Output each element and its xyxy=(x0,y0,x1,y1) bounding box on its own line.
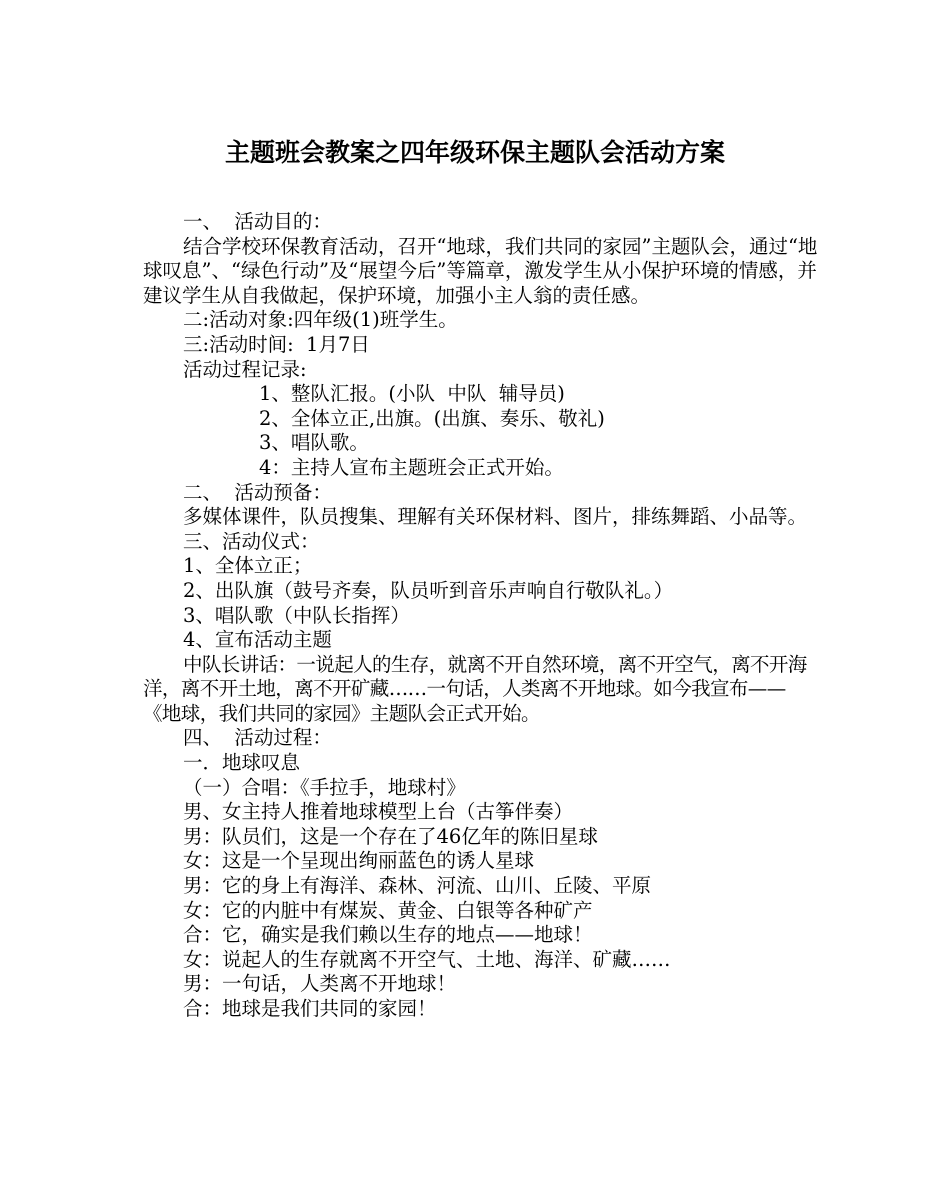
list-item: 1、全体立正； xyxy=(183,554,313,578)
paragraph-preparation: 多媒体课件，队员搜集、理解有关环保材料、图片，排练舞蹈、小品等。 xyxy=(183,505,808,529)
script-line: 男：它的身上有海洋、森林、河流、山川、丘陵、平原 xyxy=(183,874,652,898)
list-item: 2、全体立正,出旗。(出旗、奏乐、敬礼) xyxy=(259,406,605,430)
line-activity-time: 三:活动时间: 1月7日 xyxy=(183,332,370,356)
script-line: 女：这是一个呈现出绚丽蓝色的诱人星球 xyxy=(183,849,535,873)
script-line: 男：一句话，人类离不开地球！ xyxy=(183,972,457,996)
subheading-earth-sigh: 一．地球叹息 xyxy=(183,751,301,775)
heading-process: 四、 活动过程： xyxy=(183,726,332,750)
script-line: 男：队员们，这是一个存在了46亿年的陈旧星球 xyxy=(183,824,598,848)
script-line: 男、女主持人推着地球模型上台（古筝伴奏） xyxy=(183,800,574,824)
line-chorus: （一）合唱：《手拉手，地球村》 xyxy=(183,775,466,799)
script-line: 女：说起人的生存就离不开空气、土地、海洋、矿藏…… xyxy=(183,947,671,971)
document-title: 主题班会教案之四年级环保主题队会活动方案 xyxy=(224,138,725,167)
list-item: 3、唱队歌（中队长指挥） xyxy=(183,603,410,627)
line-activity-target: 二:活动对象:四年级(1)班学生。 xyxy=(183,308,458,332)
script-line: 合：地球是我们共同的家园！ xyxy=(183,997,437,1020)
paragraph-speech: 中队长讲话：一说起人的生存，就离不开自然环境，离不开空气，离不开海洋，离不开土地，离不开矿藏……一句话，人类离不开地球。如今我宣布——《地球，我们共同的家园》主题队会正式开始。 xyxy=(143,652,807,725)
list-item: 3、唱队歌。 xyxy=(259,431,369,455)
paragraph-purpose: 结合学校环保教育活动，召开“地球，我们共同的家园”主题队会，通过“地球叹息”、“绿色行动”及“展望今后”等篇章，激发学生从小保护环境的情感，并建议学生从自我做起，保护环境，加强小主人翁的责任感。 xyxy=(143,234,818,307)
script-line: 女：它的内脏中有煤炭、黄金、白银等各种矿产 xyxy=(183,898,593,922)
list-item: 1、整队汇报。(小队 中队 辅导员) xyxy=(259,382,565,406)
list-item: 2、出队旗（鼓号齐奏，队员听到音乐声响自行敬队礼。） xyxy=(183,578,674,602)
document-body xyxy=(143,210,823,1022)
list-item: 4：主持人宣布主题班会正式开始。 xyxy=(259,455,564,479)
list-item: 4、宣布活动主题 xyxy=(183,628,332,652)
heading-activity-purpose: 一、 活动目的： xyxy=(183,210,332,233)
heading-preparation: 二、 活动预备： xyxy=(183,480,332,504)
heading-ceremony: 三、活动仪式： xyxy=(183,529,320,553)
line-process-record: 活动过程记录: xyxy=(183,357,307,381)
script-line: 合：它，确实是我们赖以生存的地点——地球！ xyxy=(183,923,593,947)
